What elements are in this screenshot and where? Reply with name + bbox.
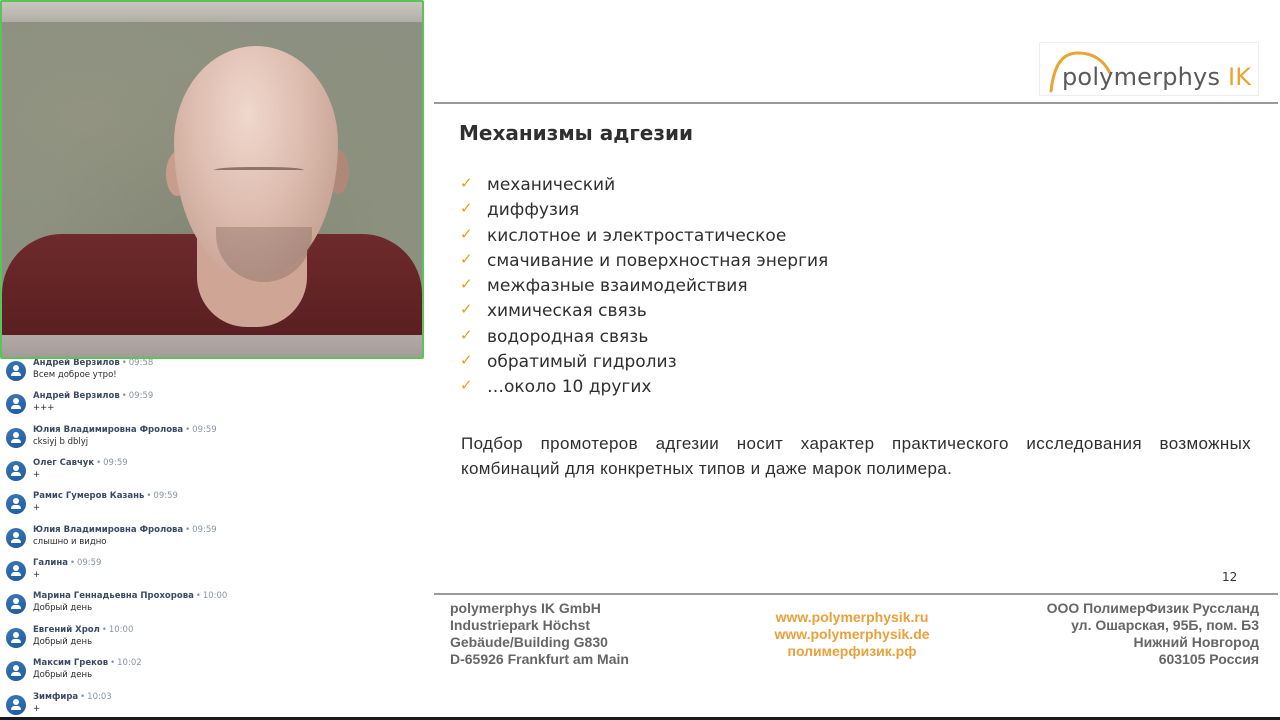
user-avatar-icon [6,361,26,381]
chat-separator: • [185,525,191,535]
chat-text: +++ [33,403,55,413]
webcam-top-band [2,2,422,22]
chat-text: Добрый день [33,603,93,613]
presenter-eyes [214,167,304,175]
chat-text: слышно и видно [33,537,107,547]
footer-divider [434,593,1278,595]
user-avatar-icon [6,561,26,581]
checkmark-icon: ✓ [460,351,473,370]
presentation-slide: polymerphys IK Механизмы адгезии ✓ механический ✓ диффузия ✓ кислотное и электростатическое ✓ смачивание и поверхностная энергия ✓ межфазные взаимодействия ✓ химическая связь ✓ водородная связь ✓ обратимый гидролиз ✓ …около 10 других Подбор промотеров адгезии носит характер практического исследования возможных комбинаций для конкретных типов и даже марок полимера. 12 polymerphys IK GmbH Industriepark Höchst Gebäude/Building G830 D-65926 Frankfurt am Main www.polymerphysik.ru www.polymerphysik.de полимерфизик.рф ООО ПолимерФизик Руссланд ул. Ошарская, 95Б, пом. Б3 Нижний Новгород 603105 Россия [432,0,1280,717]
slide-paragraph: Подбор промотеров адгезии носит характер практического исследования возможных комбинаций для конкретных типов и даже марок полимера. [461,434,1251,478]
chat-message [6,456,426,489]
webcam-bottom-band [2,335,422,357]
chat-text: + [33,503,41,513]
chat-text: Добрый день [33,670,93,680]
chat-time: 09:59 [103,458,128,468]
chat-message [6,690,426,717]
chat-time: 09:59 [128,391,154,401]
chat-message [6,656,426,689]
chat-author: Юлия Владимировна Фролова [33,525,184,535]
website-link: www.polymerphysik.de [774,626,930,642]
chat-message [6,556,426,589]
chat-separator: • [96,458,102,468]
chat-time: 10:02 [117,658,142,668]
chat-message [6,389,426,422]
user-avatar-icon [6,394,26,414]
slide-title: Механизмы адгезии [459,121,694,145]
chat-time: 10:00 [108,625,134,635]
user-avatar-icon [6,428,26,448]
chat-message [6,423,426,456]
chat-text: Добрый день [33,637,93,647]
chat-time: 09:59 [153,491,178,501]
chat-separator: • [146,491,152,501]
chat-author: Рамис Гумеров Казань [33,491,145,501]
company-logo [1039,42,1259,96]
chat-text: Всем доброе утро! [33,370,117,380]
chat-separator: • [121,391,127,401]
chat-panel[interactable] [0,359,430,717]
chat-author: Галина [33,558,68,568]
user-avatar-icon [6,461,26,481]
footer-websites [752,609,952,660]
user-avatar-icon [6,661,26,681]
chat-time: 10:00 [202,591,228,601]
user-avatar-icon [6,695,26,715]
website-link: www.polymerphysik.ru [775,609,929,625]
chat-separator: • [101,625,107,635]
chat-message [6,623,426,656]
chat-time: 09:58 [128,359,154,368]
user-avatar-icon [6,628,26,648]
chat-time: 09:59 [192,525,217,535]
chat-separator: • [80,692,86,702]
chat-author: Андрей Верзилов [33,391,120,401]
logo-text: polymerphys IK [1062,63,1252,91]
checkmark-icon: ✓ [460,174,473,192]
checkmark-icon: ✓ [460,199,473,218]
chat-text: cksiyj b dblyj [33,437,89,447]
footer-address-germany: polymerphys IK GmbH Industriepark Höchst Gebäude/Building G830 D-65926 Frankfurt am Main [450,600,629,667]
slide-page-number: 12 [1222,570,1238,584]
chat-separator: • [121,359,127,368]
user-avatar-icon [6,594,26,614]
chat-author: Максим Греков [33,658,109,668]
chat-author: Евгений Хрол [33,625,100,635]
chat-text: + [33,570,41,580]
chat-separator: • [69,558,75,568]
checkmark-icon: ✓ [460,325,473,344]
chat-author: Юлия Владимировна Фролова [33,425,184,435]
chat-message [6,523,426,556]
footer-address-russia: ООО ПолимерФизик Руссланд ул. Ошарская, 95Б, пом. Б3 Нижний Новгород 603105 Россия [1046,600,1259,667]
chat-time: 10:03 [87,692,112,702]
chat-author: Олег Савчук [33,458,95,468]
chat-separator: • [110,658,116,668]
checkmark-icon: ✓ [460,275,473,294]
chat-author: Андрей Верзилов [33,359,120,368]
user-avatar-icon [6,528,26,548]
checkmark-icon: ✓ [460,376,473,395]
chat-separator: • [185,425,191,435]
chat-author: Марина Геннадьевна Прохорова [33,591,194,601]
chat-time: 09:59 [76,558,102,568]
chat-message [6,489,426,522]
chat-message [6,589,426,622]
presenter-webcam [0,0,424,359]
chat-time: 09:59 [192,425,217,435]
user-avatar-icon [6,494,26,514]
header-divider [434,102,1278,104]
chat-text: + [33,470,41,480]
checkmark-icon: ✓ [460,224,473,243]
checkmark-icon: ✓ [460,249,473,268]
checkmark-icon: ✓ [460,300,473,319]
chat-text: + [33,704,41,714]
chat-author: Зимфира [33,692,79,702]
chat-message [6,359,426,389]
chat-separator: • [195,591,201,601]
website-link: полимерфизик.рф [787,643,917,659]
